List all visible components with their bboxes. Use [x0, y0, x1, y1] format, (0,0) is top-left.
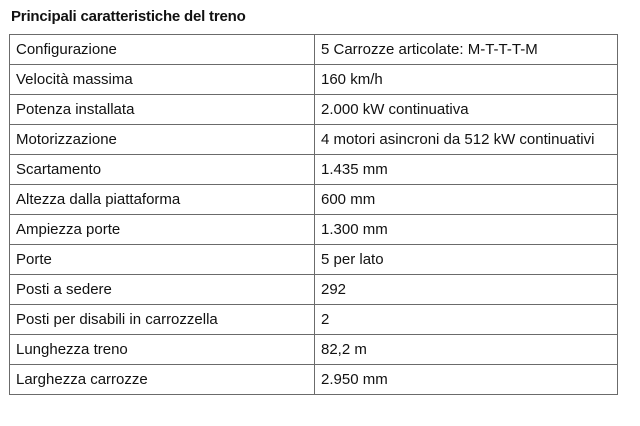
row-value: 2.950 mm: [315, 365, 618, 395]
row-label: Altezza dalla piattaforma: [10, 185, 315, 215]
row-label: Ampiezza porte: [10, 215, 315, 245]
row-value: 5 Carrozze articolate: M-T-T-T-M: [315, 35, 618, 65]
table-row: [10, 95, 618, 125]
table-row: [10, 125, 618, 155]
row-value: 2.000 kW continuativa: [315, 95, 618, 125]
table-row: [10, 305, 618, 335]
table-row: [10, 35, 618, 65]
table-row: [10, 215, 618, 245]
row-label: Velocità massima: [10, 65, 315, 95]
table-row: [10, 245, 618, 275]
row-value: 292: [315, 275, 618, 305]
row-label: Lunghezza treno: [10, 335, 315, 365]
row-value: 1.435 mm: [315, 155, 618, 185]
table-row: [10, 155, 618, 185]
row-value: 2: [315, 305, 618, 335]
row-label: Potenza installata: [10, 95, 315, 125]
row-label: Motorizzazione: [10, 125, 315, 155]
row-value: 600 mm: [315, 185, 618, 215]
table-row: [10, 275, 618, 305]
row-value: 4 motori asincroni da 512 kW continuativi: [315, 125, 618, 155]
row-value: 160 km/h: [315, 65, 618, 95]
row-label: Scartamento: [10, 155, 315, 185]
table-row: [10, 335, 618, 365]
table-title: Principali caratteristiche del treno: [11, 8, 246, 25]
row-value: 5 per lato: [315, 245, 618, 275]
specifications-table: [9, 34, 618, 395]
row-value: 1.300 mm: [315, 215, 618, 245]
table-row: [10, 185, 618, 215]
row-label: Posti a sedere: [10, 275, 315, 305]
row-label: Porte: [10, 245, 315, 275]
row-value: 82,2 m: [315, 335, 618, 365]
table-row: [10, 365, 618, 395]
row-label: Posti per disabili in carrozzella: [10, 305, 315, 335]
row-label: Larghezza carrozze: [10, 365, 315, 395]
table-row: [10, 65, 618, 95]
row-label: Configurazione: [10, 35, 315, 65]
